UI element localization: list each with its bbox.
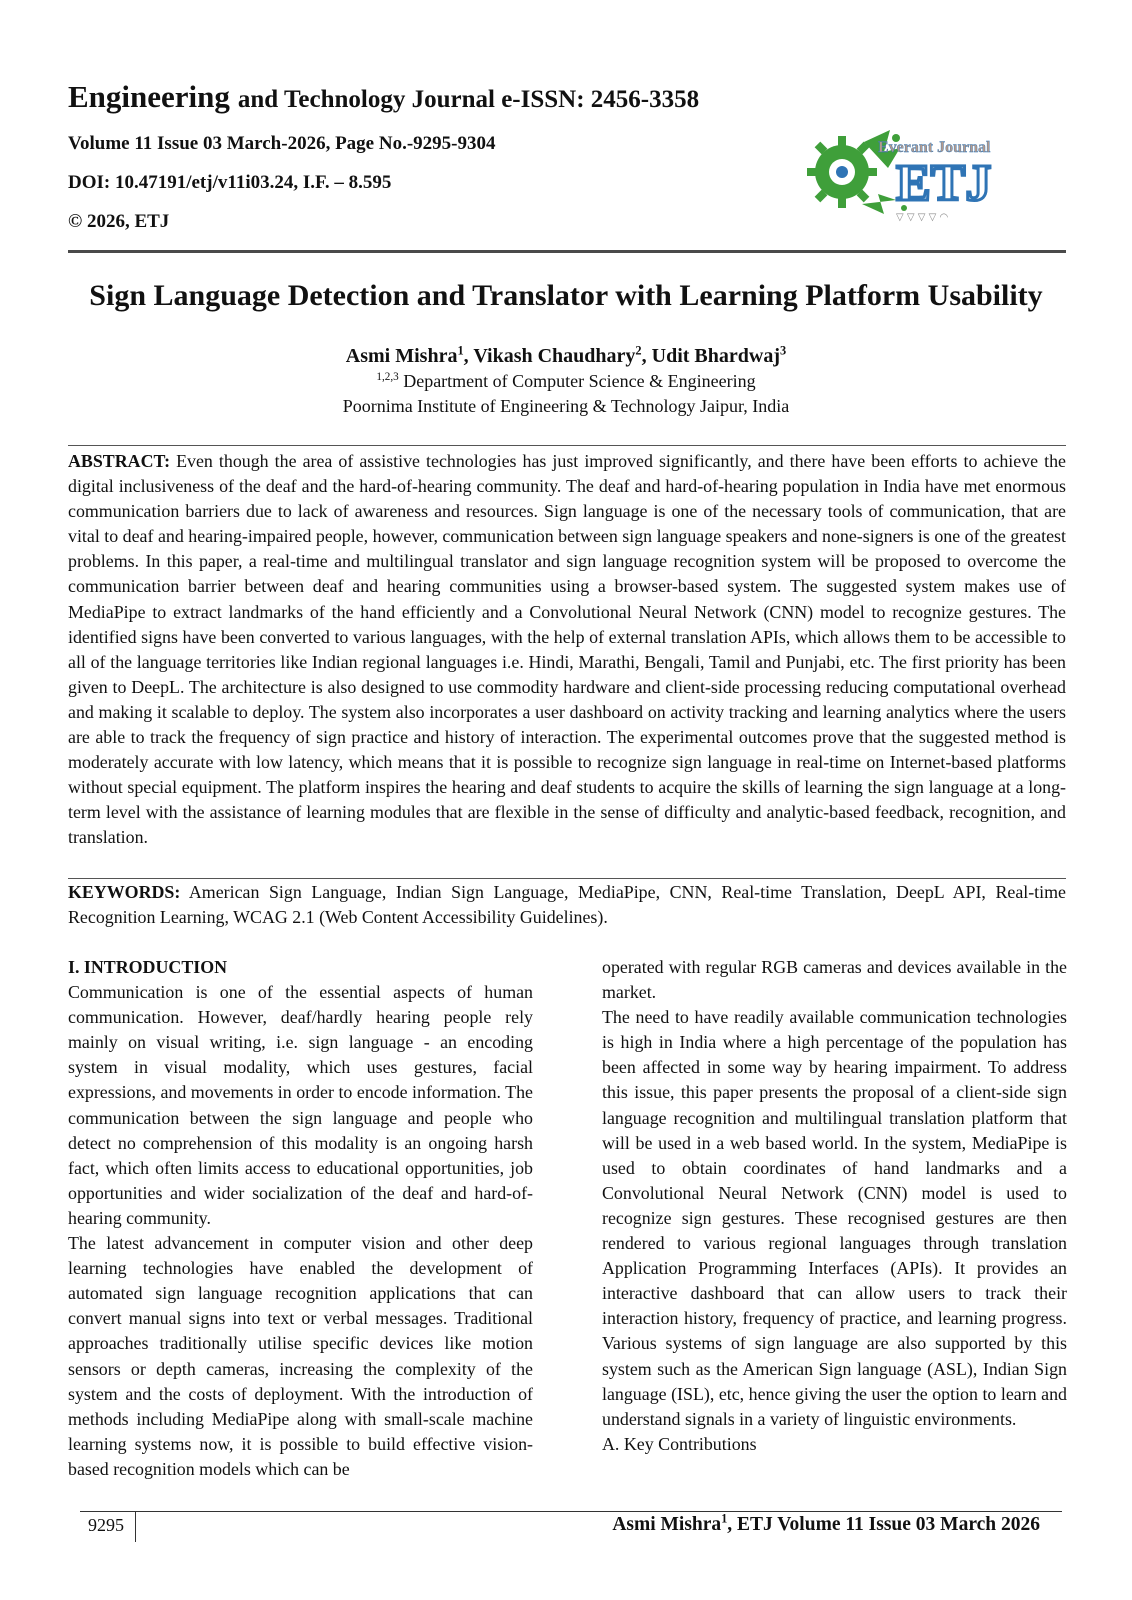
volume-issue-line: Volume 11 Issue 03 March-2026, Page No.-9295-9304 xyxy=(68,133,496,154)
abstract-text: Even though the area of assistive technologies has just improved significantly, and there have been efforts to achieve the digital inclusiveness of the deaf and the hard-of-hearing community. The deaf and hard-of-hearing population in India have met enormous communication barriers due to lack of awareness and resources. Sign language is one of the necessary tools of communication, that are vital to deaf and hearing-impaired people, however, communication between sign language speakers and none-signers is one of the greatest problems. In this paper, a real-time and multilingual translator and sign language recognition system will be proposed to overcome the communication barrier between deaf and hearing communities using a browser-based system. The suggested system makes use of MediaPipe to extract landmarks of the hand efficiently and a Convolutional Neural Network (CNN) model to recognize gestures. The identified signs have been converted to various languages, with the help of external translation APIs, which allows them to be accessible to all of the language territories like Indian regional languages i.e. Hindi, Marathi, Bengali, Tamil and Punjabi, etc. The first priority has been given to DeepL. The architecture is also designed to use commodity hardware and client-side processing reducing computational overhead and making it scalable to deploy. The system also incorporates a user dashboard on activity tracking and learning analytics where the users are able to track the frequency of sign practice and history of interaction. The experimental outcomes prove that the suggested method is moderately accurate with low latency, which means that it is possible to recognize sign language in real-time on Internet-based platforms without special equipment. The platform inspires the hearing and deaf students to acquire the skills of learning the sign language at a long-term level with the assistance of learning modules that are flexible in the sense of difficulty and analytic-based feedback, recognition, and translation. xyxy=(68,451,1066,848)
footer-journal-ref: , ETJ Volume 11 Issue 03 March 2026 xyxy=(727,1514,1040,1535)
footer-divider xyxy=(135,1512,136,1542)
affiliation-institute: Poornima Institute of Engineering & Technology Jaipur, India xyxy=(342,396,790,416)
journal-title xyxy=(68,80,699,112)
copyright-line: © 2026, ETJ xyxy=(68,211,170,232)
author-name: Vikash Chaudhary xyxy=(473,345,636,367)
keywords-text: American Sign Language, Indian Sign Language, MediaPipe, CNN, Real-time Translation, DeepL API, Real-time Recognition Learning, WCAG 2.1 (Web Content Accessibility Guidelines). xyxy=(68,882,1066,928)
running-footer: Asmi Mishra$^1$, ETJ Volume 11 Issue 03 March 2026 xyxy=(612,1511,1040,1535)
keywords-top-rule xyxy=(68,878,1066,879)
logo-top-text: Everant Journal xyxy=(878,139,991,156)
journal-title-rest: and Technology Journal e-ISSN: 2456-3358 xyxy=(237,86,700,113)
right-column xyxy=(602,955,1067,1457)
abstract-top-rule xyxy=(68,445,1066,446)
author-name: Asmi Mishra xyxy=(345,345,458,367)
affiliation-mark: 1,2,3 xyxy=(376,371,399,383)
logo-main-text: ETJ xyxy=(896,155,992,212)
keywords-label: KEYWORDS: xyxy=(68,882,181,902)
abstract-label: ABSTRACT: xyxy=(68,451,171,471)
svg-text:▽ ▽ ▽ ▽ ◠: ▽ ▽ ▽ ▽ ◠ xyxy=(896,212,949,223)
author-list: Asmi Mishra$^1$, Vikash Chaudhary$^2$, Udit Bhardwaj$^3$ xyxy=(345,343,787,367)
journal-title-first-word: Engineering xyxy=(68,79,230,114)
intro-paragraph-1: Communication is one of the essential aspects of human communication. However, deaf/hardly hearing people rely mainly on visual writing, i.e. sign language - an encoding system in visual modality, which uses gestures, facial expressions, and movements in order to encode information. The communication between the sign language and people who detect no comprehension of this modality is an ongoing harsh fact, which often limits access to educational opportunities, job opportunities and wider socialization of the deaf and hard-of-hearing community. xyxy=(68,982,533,1228)
author-affiliation-mark: 1 xyxy=(457,343,464,358)
page-number: 9295 xyxy=(88,1515,124,1535)
author-affiliation-mark: 2 xyxy=(635,343,642,358)
section-heading-introduction: I. INTRODUCTION xyxy=(68,957,228,977)
abstract xyxy=(68,449,1066,851)
author-affiliation-mark: 3 xyxy=(779,343,787,358)
footer-rule xyxy=(80,1511,1062,1512)
doi-line: DOI: 10.47191/etj/v11i03.24, I.F. – 8.595 xyxy=(68,172,392,193)
keywords xyxy=(68,880,1066,930)
etj-logo-icon xyxy=(804,122,1016,226)
left-column xyxy=(68,955,533,1482)
intro-paragraph-2-continued: operated with regular RGB cameras and devices available in the market. xyxy=(602,957,1067,1003)
intro-paragraph-3: The need to have readily available communication technologies is high in India where a high percentage of the population has been affected in some way by hearing impairment. To address this issue, this paper presents the proposal of a client-side sign language recognition and multilingual translation platform that will be used in a web based world. In the system, MediaPipe is used to obtain coordinates of hand landmarks and a Convolutional Neural Network (CNN) model is used to recognize sign gestures. These recognised gestures are then rendered to various regional languages through translation Application Programming Interfaces (APIs). It provides an interactive dashboard that can allow users to track their interaction history, frequency of practice, and learning progress. Various systems of sign language are also supported by this system such as the American Sign language (ASL), Indian Sign language (ISL), etc, hence giving the user the option to learn and understand signals in a variety of linguistic environments. xyxy=(602,1007,1067,1429)
footer-author: Asmi Mishra xyxy=(612,1514,722,1535)
author-name: Udit Bhardwaj xyxy=(651,345,780,367)
affiliation-department: $^{1,2,3}$ Department of Computer Science & Engineering xyxy=(376,371,756,391)
header-rule xyxy=(68,250,1066,253)
paper-title: Sign Language Detection and Translator with Learning Platform Usability xyxy=(89,279,1043,312)
subsection-heading-key-contributions: A. Key Contributions xyxy=(602,1433,757,1454)
intro-paragraph-2: The latest advancement in computer vision and other deep learning technologies have enabled the development of automated sign language recognition applications that can convert manual signs into text or verbal messages. Traditional approaches traditionally utilise specific devices like motion sensors or depth cameras, increasing the complexity of the system and the costs of deployment. With the introduction of methods including MediaPipe along with small-scale machine learning systems now, it is possible to build effective vision-based recognition models which can be xyxy=(68,1233,533,1479)
